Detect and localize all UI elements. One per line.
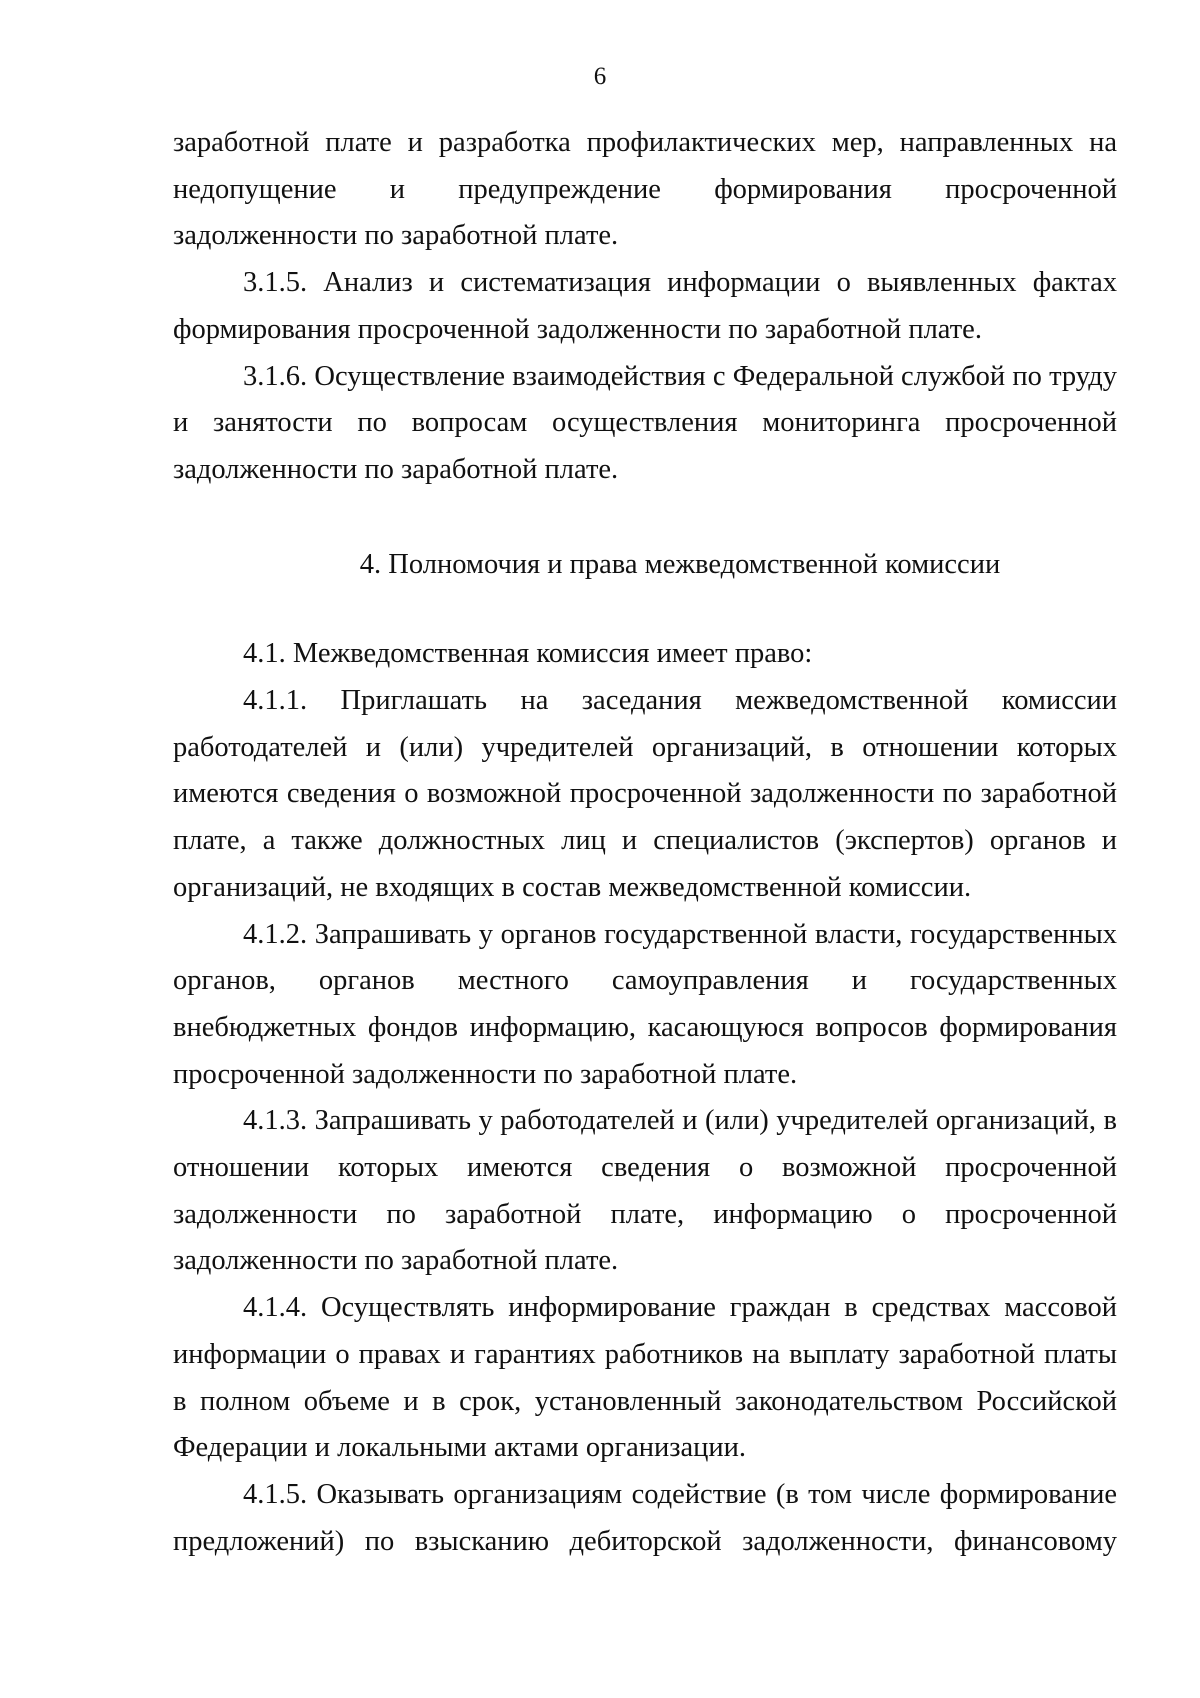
spacer xyxy=(173,588,1117,631)
paragraph-3-1-5: 3.1.5. Анализ и систематизация информации о выявленных фактах формирования просроченной задолженности по заработной плате. xyxy=(173,267,1117,345)
paragraph-4-1-2: 4.1.2. Запрашивать у органов государственной власти, государственных органов, органов местного самоуправления и государственных внебюджетных фондов информацию, касающуюся вопросов формирования просроченной задолженности по заработной плате. xyxy=(173,918,1117,1090)
section-heading: 4. Полномочия и права межведомственной комиссии xyxy=(359,548,1001,580)
paragraph-4-1-5: 4.1.5. Оказывать организациям содействие (в том числе формирование предложений) по взысканию дебиторской задолженности, финансовому xyxy=(173,1478,1117,1557)
paragraph-3-1-6: 3.1.6. Осуществление взаимодействия с Федеральной службой по труду и занятости по вопросам осуществления мониторинга просроченной задолженности по заработной плате. xyxy=(173,360,1117,485)
paragraph-continuation: заработной плате и разработка профилактических мер, направленных на недопущение и предупреждение формирования просроченной задолженности по заработной плате. xyxy=(173,127,1117,252)
spacer xyxy=(173,494,1117,542)
paragraph-4-1-1: 4.1.1. Приглашать на заседания межведомственной комиссии работодателей и (или) учредителей организаций, в отношении которых имеются сведения о возможной просроченной задолженности по заработной плате, а также должностных лиц и специалистов (экспертов) органов и организаций, не входящих в состав межведомственной комиссии. xyxy=(173,685,1117,903)
document-body xyxy=(173,120,1117,1565)
paragraph-4-1-4: 4.1.4. Осуществлять информирование граждан в средствах массовой информации о правах и гарантиях работников на выплату заработной платы в полном объеме и в срок, установленный законодательством Российской Федерации и локальными актами организации. xyxy=(173,1292,1117,1464)
paragraph-4-1: 4.1. Межведомственная комиссия имеет право: xyxy=(243,638,813,670)
paragraph-4-1-3: 4.1.3. Запрашивать у работодателей и (или) учредителей организаций, в отношении которых имеются сведения о возможной просроченной задолженности по заработной плате, информацию о просроченной задолженности по заработной плате. xyxy=(173,1105,1117,1277)
page-number: 6 xyxy=(593,63,607,90)
